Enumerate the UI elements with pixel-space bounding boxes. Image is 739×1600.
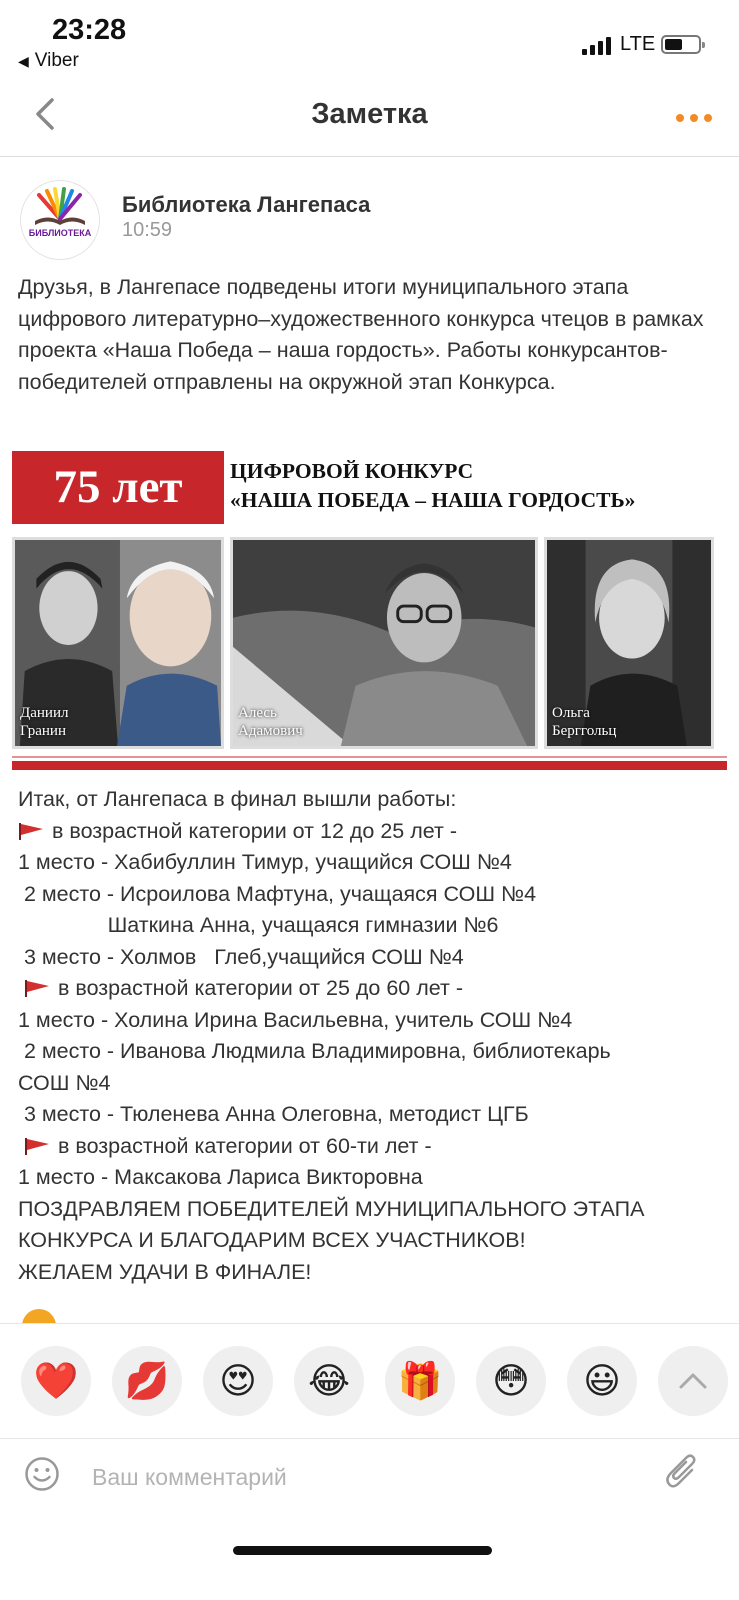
back-triangle-icon: ◀ [18, 53, 29, 69]
home-indicator[interactable] [233, 1546, 492, 1555]
text-line: 2 место - Иванова Людмила Владимировна, библиотекарь [18, 1039, 611, 1063]
author-name[interactable]: Библиотека Лангепаса [122, 192, 371, 217]
category-line: в возрастной категории от 25 до 60 лет - [18, 973, 723, 1005]
status-bar [0, 0, 739, 80]
smile-icon[interactable] [24, 1456, 60, 1492]
nav-header [0, 80, 739, 157]
poster-divider [12, 756, 727, 758]
paperclip-icon[interactable] [664, 1452, 700, 1492]
category-line: в возрастной категории от 60-ти лет - [18, 1131, 723, 1163]
text-line: ЖЕЛАЕМ УДАЧИ В ФИНАЛЕ! [18, 1259, 312, 1284]
text-line: Итак, от Лангепаса в финал вышли работы: [18, 787, 457, 811]
photo-caption: Ольга Берггольц [552, 705, 617, 739]
library-logo [21, 181, 99, 259]
reactions-summary[interactable] [0, 1295, 739, 1323]
text-line: 1 место - Максакова Лариса Викторовна [18, 1165, 423, 1189]
photo-adamovich [230, 537, 538, 749]
post-intro-text: Друзья, в Лангепасе подведены итоги муниципального этапа цифрового литературно–художественного конкурса чтецов в рамках проекта «Наша Победа – наша гордость». Работы конкурсантов- победителей отправлены на окружной этап Конкурса. [18, 275, 704, 394]
red-flag-icon [24, 1137, 50, 1155]
chevron-up-icon [658, 1346, 728, 1416]
emoji-smile-button[interactable]: 😃 [567, 1346, 637, 1416]
like-icon [22, 1309, 56, 1323]
more-button[interactable] [676, 114, 712, 124]
author-avatar[interactable] [20, 180, 100, 260]
text-line: КОНКУРСА И БЛАГОДАРИМ ВСЕХ УЧАСТНИКОВ! [18, 1228, 526, 1252]
emoji-reaction-bar [0, 1323, 739, 1439]
svg-text:БИБЛИОТЕКА: БИБЛИОТЕКА [28, 228, 92, 238]
battery-icon [661, 35, 701, 54]
back-to-app-link[interactable] [18, 50, 79, 72]
text-line: ПОЗДРАВЛЯЕМ ПОБЕДИТЕЛЕЙ МУНИЦИПАЛЬНОГО ЭТАПА [18, 1196, 645, 1221]
text-line: 2 место - Исроилова Мафтуна, учащаяся СОШ №4 [18, 881, 537, 906]
photo-caption: Алесь Адамович [238, 705, 303, 739]
back-app-label: Viber [34, 50, 79, 71]
more-dots-icon [676, 114, 684, 122]
poster-title-line2: «НАША ПОБЕДА – НАША ГОРДОСТЬ» [230, 488, 636, 512]
emoji-heart-eyes-button[interactable]: 😍 [203, 1346, 273, 1416]
network-label: LTE [620, 33, 656, 55]
poster-badge: 75 лет [12, 451, 224, 524]
signal-icon [582, 37, 616, 55]
post-results-text [18, 784, 723, 1288]
text-line: 3 место - Тюленева Анна Олеговна, методист ЦГБ [18, 1102, 529, 1126]
poster-title-line1: ЦИФРОВОЙ КОНКУРС [230, 459, 474, 483]
post-time: 10:59 [122, 219, 173, 241]
emoji-gift-button[interactable]: 🎁 [385, 1346, 455, 1416]
poster-red-bar [12, 761, 727, 770]
text-line: 3 место - Холмов Глеб,учащийся СОШ №4 [18, 944, 464, 969]
red-flag-icon [18, 822, 44, 840]
status-time: 23:28 [52, 14, 127, 46]
photo-caption: Даниил Гранин [20, 705, 69, 739]
emoji-flushed-button[interactable]: 😳 [476, 1346, 546, 1416]
text-line: СОШ №4 [18, 1070, 111, 1095]
post-image[interactable] [12, 451, 727, 777]
page-title: Заметка [311, 98, 428, 130]
text-line: 1 место - Хабибуллин Тимур, учащийся СОШ №4 [18, 850, 512, 874]
text-line: 1 место - Холина Ирина Васильевна, учитель СОШ №4 [18, 1007, 573, 1032]
photo-berggolts [544, 537, 714, 749]
comment-input[interactable] [90, 1456, 654, 1498]
text-line: Шаткина Анна, учащаяся гимназии №6 [18, 913, 499, 937]
emoji-laugh-button[interactable]: 😂 [294, 1346, 364, 1416]
photo-granin [12, 537, 224, 749]
category-line: в возрастной категории от 12 до 25 лет - [18, 816, 723, 848]
emoji-heart-button[interactable]: ❤️ [21, 1346, 91, 1416]
expand-emoji-button[interactable] [658, 1346, 728, 1416]
emoji-kiss-button[interactable]: 💋 [112, 1346, 182, 1416]
red-flag-icon [24, 979, 50, 997]
